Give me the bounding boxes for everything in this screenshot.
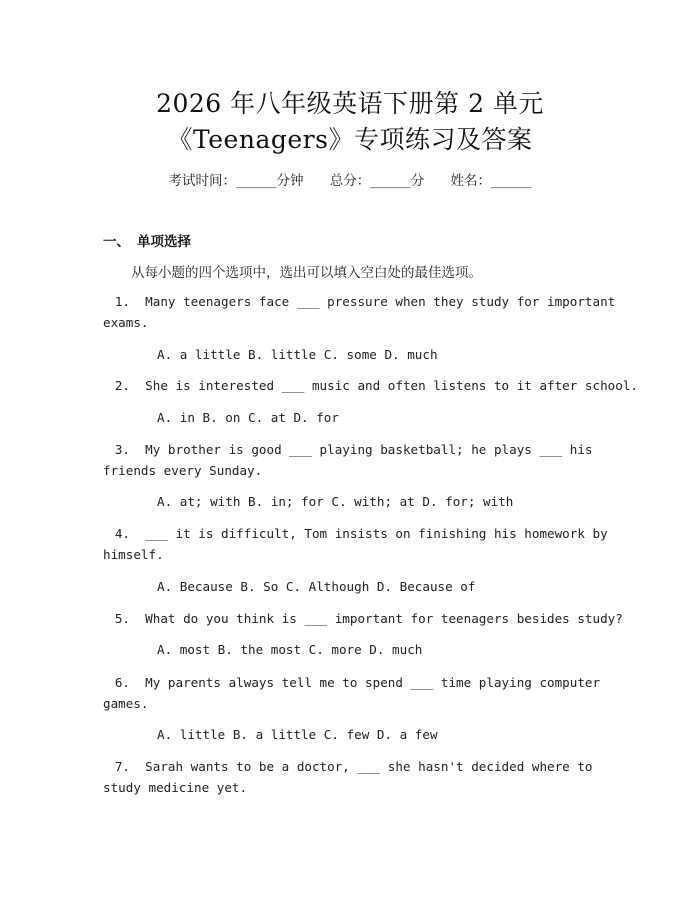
question-7-line1 <box>103 759 593 774</box>
question-number: 1. <box>114 294 130 309</box>
question-number: 3. <box>114 442 130 457</box>
question-number: 6. <box>114 675 130 690</box>
student-name-field: 姓名：______ <box>450 173 532 189</box>
question-text: Many teenagers face ___ pressure when they study for important <box>145 294 616 309</box>
total-score-field: 总分：______分 <box>329 173 425 189</box>
question-5-options: A. most B. the most C. more D. much <box>157 642 423 657</box>
exam-meta-row <box>0 169 700 189</box>
section-title: 单项选择 <box>137 234 191 250</box>
document-title-line1: 2026 年八年级英语下册第 2 单元 <box>156 89 544 118</box>
question-4-line1 <box>103 526 608 541</box>
question-7-line2: study medicine yet. <box>103 780 248 795</box>
question-3-line2: friends every Sunday. <box>103 463 263 478</box>
question-5-line1 <box>103 611 623 626</box>
question-4-line2: himself. <box>103 547 164 562</box>
question-text: What do you think is ___ important for teenagers besides study? <box>145 611 623 626</box>
document-title-line2: 《Teenagers》专项练习及答案 <box>167 125 533 154</box>
question-text: My brother is good ___ playing basketball; he plays ___ his <box>145 442 593 457</box>
section-number: 一、 <box>103 234 130 250</box>
question-text: She is interested ___ music and often listens to it after school. <box>145 378 639 393</box>
question-4-options: A. Because B. So C. Although D. Because of <box>157 579 476 594</box>
question-2-options: A. in B. on C. at D. for <box>157 410 339 425</box>
section-heading <box>103 230 191 250</box>
question-text: Sarah wants to be a doctor, ___ she hasn't decided where to <box>145 759 593 774</box>
question-3-line1 <box>103 442 593 457</box>
question-1-line1 <box>103 294 615 309</box>
question-number: 5. <box>114 611 130 626</box>
exam-time-field: 考试时间：______分钟 <box>168 173 304 189</box>
section-instruction: 从每小题的四个选项中，选出可以填入空白处的最佳选项。 <box>131 265 482 281</box>
question-number: 4. <box>114 526 130 541</box>
question-text: ___ it is difficult, Tom insists on finishing his homework by <box>145 526 608 541</box>
question-3-options: A. at; with B. in; for C. with; at D. for; with <box>157 494 514 509</box>
question-1-options: A. a little B. little C. some D. much <box>157 347 438 362</box>
question-6-options: A. little B. a little C. few D. a few <box>157 727 438 742</box>
question-6-line2: games. <box>103 696 149 711</box>
question-6-line1 <box>103 675 600 690</box>
question-2-line1 <box>103 378 638 393</box>
question-1-line2: exams. <box>103 315 149 330</box>
question-number: 2. <box>114 378 130 393</box>
question-number: 7. <box>114 759 130 774</box>
question-text: My parents always tell me to spend ___ time playing computer <box>145 675 601 690</box>
